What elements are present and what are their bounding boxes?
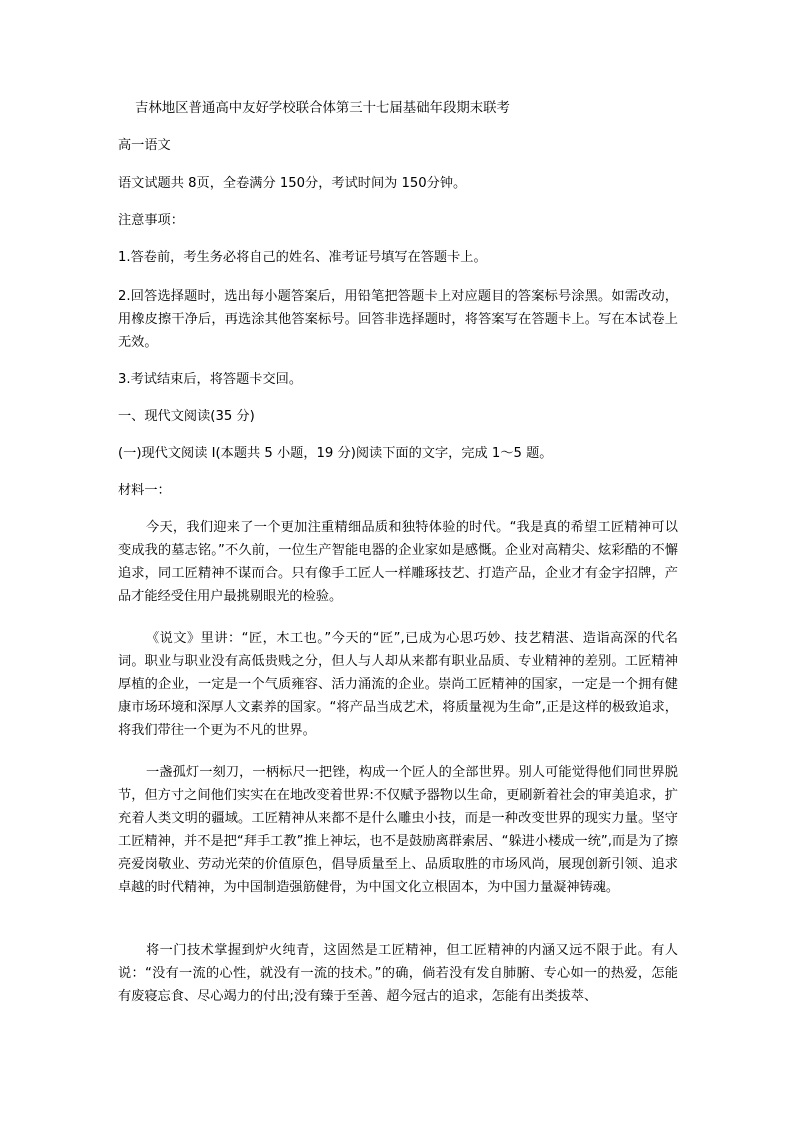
note-item-3: 3.考试结束后，将答题卡交回。 bbox=[118, 372, 303, 387]
paragraph-3: 一盏孤灯一刻刀，一柄标尺一把锉，构成一个匠人的全部世界。别人可能觉得他们同世界脱节，但方寸之间他们实实在在地改变着世界:不仅赋予器物以生命，更刷新着社会的审美追求，扩充着人类文明的疆域。工匠精神从来都不是什么雕虫小技，而是一种改变世界的现实力量。坚守工匠精神，并不是把“拜手工教”推上神坛，也不是鼓励离群索居、“躲进小楼成一统”,而是为了擦亮爱岗敬业、劳动光荣的价值原色，倡导质量至上、品质取胜的市场风尚，展现创新引领、追求卓越的时代精神，为中国制造强筋健骨，为中国文化立根固本，为中国力量凝神铸魂。 bbox=[118, 765, 678, 895]
paragraph-1: 今天，我们迎来了一个更加注重精细品质和独特体验的时代。“我是真的希望工匠精神可以变成我的墓志铭。”不久前，一位生产智能电器的企业家如是感慨。企业对高精尖、炫彩酷的不懈追求，同工匠精神不谋而合。只有像手工匠人一样雕琢技艺、打造产品，企业才有金字招牌，产品才能经受住用户最挑剔眼光的检验。 bbox=[118, 520, 678, 604]
subsection-heading: (一)现代文阅读 I(本题共 5 小题，19 分)阅读下面的文字，完成 1～5 题。 bbox=[118, 446, 553, 461]
section-heading: 一、现代文阅读(35 分) bbox=[118, 409, 255, 424]
exam-title: 吉林地区普通高中友好学校联合体第三十七届基础年段期末联考 bbox=[135, 101, 510, 116]
material-label: 材料一： bbox=[118, 483, 171, 498]
subject-label: 高一语文 bbox=[118, 138, 171, 153]
note-item-1: 1.答卷前，考生务必将自己的姓名、准考证号填写在答题卡上。 bbox=[118, 250, 487, 265]
exam-info: 语文试题共 8页，全卷满分 150分，考试时间为 150分钟。 bbox=[118, 176, 467, 191]
paragraph-2: 《说文》里讲：“匠，木工也。”今天的“匠”,已成为心思巧妙、技艺精湛、造诣高深的代名词。职业与职业没有高低贵贱之分，但人与人却从来都有职业品质、专业精神的差别。工匠精神厚植的企业，一定是一个气质雍容、活力涌流的企业。崇尚工匠精神的国家，一定是一个拥有健康市场环境和深厚人文素养的国家。“将产品当成艺术，将质量视为生命”,正是这样的极致追求，将我们带往一个更为不凡的世界。 bbox=[118, 631, 678, 738]
paragraph-4: 将一门技术掌握到炉火纯青，这固然是工匠精神，但工匠精神的内涵又远不限于此。有人说：“没有一流的心性，就没有一流的技术。”的确，倘若没有发自肺腑、专心如一的热爱，怎能有废寝忘食、尽心竭力的付出;没有臻于至善、超今冠古的追求，怎能有出类拔萃、 bbox=[118, 943, 678, 1004]
notes-heading: 注意事项： bbox=[118, 213, 184, 228]
note-item-2: 2.回答选择题时，选出每小题答案后，用铅笔把答题卡上对应题目的答案标号涂黑。如需改动，用橡皮擦干净后，再选涂其他答案标号。回答非选择题时，将答案写在答题卡上。写在本试卷上无效。 bbox=[118, 289, 678, 350]
